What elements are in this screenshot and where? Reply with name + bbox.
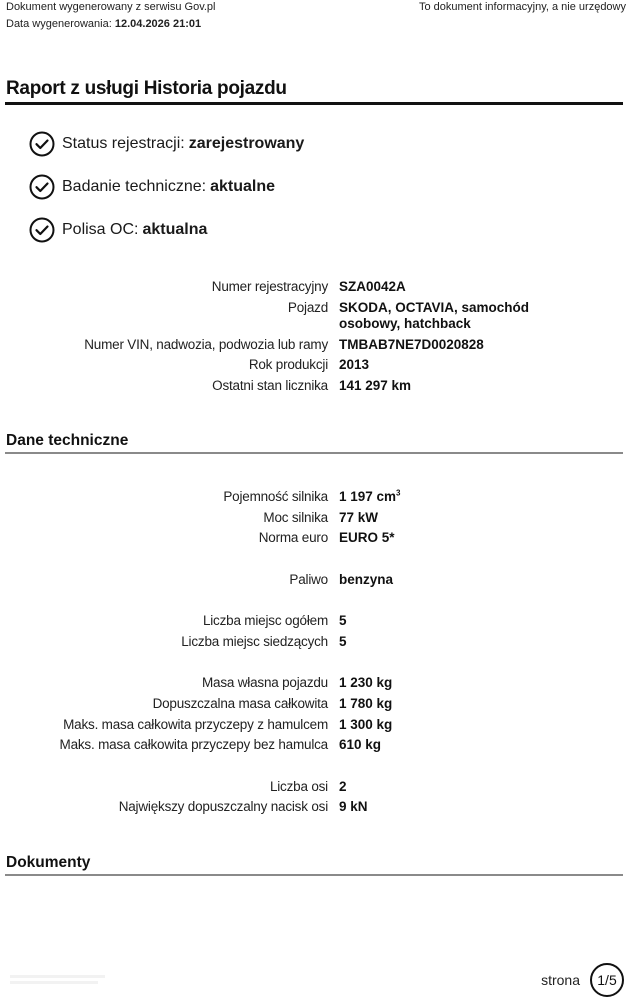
vehicle-identification	[0, 277, 632, 397]
axle-load-row	[0, 797, 632, 818]
axle-load-value: 9 kN	[339, 799, 368, 815]
fuel-value: benzyna	[339, 571, 394, 587]
engine-power-row	[0, 508, 632, 529]
axles-row	[0, 777, 632, 798]
status-registration-value: zarejestrowany	[188, 135, 305, 152]
seats-total-row	[0, 611, 632, 632]
spacer	[0, 653, 632, 674]
year-row	[0, 355, 632, 376]
vehicle-row	[0, 298, 632, 335]
page-number-badge: 1/5	[590, 963, 624, 997]
section-divider-technical	[5, 452, 623, 454]
engine-capacity-number: 1 197 cm	[339, 489, 397, 504]
gross-weight-row	[0, 694, 632, 715]
status-list	[29, 130, 304, 259]
status-insurance-value: aktualna	[142, 221, 208, 238]
status-inspection	[29, 173, 304, 201]
trailer-braked-label: Maks. masa całkowita przyczepy z hamulcem	[63, 716, 328, 732]
generation-date-value: 12.04.2026 21:01	[114, 18, 202, 30]
engine-capacity-value	[339, 487, 589, 508]
vin-label: Numer VIN, nadwozia, podwozia lub ramy	[84, 336, 328, 352]
curb-weight-value: 1 230 kg	[339, 675, 393, 691]
odometer-label: Ostatni stan licznika	[212, 378, 328, 394]
spacer	[0, 756, 632, 777]
registration-value: SZA0042A	[339, 279, 406, 294]
status-inspection-value: aktualne	[210, 178, 276, 195]
generation-date-label: Data wygenerowania:	[6, 18, 112, 30]
technical-data	[0, 487, 632, 818]
engine-power-label: Moc silnika	[263, 509, 328, 525]
curb-weight-label: Masa własna pojazdu	[201, 675, 328, 691]
year-label: Rok produkcji	[248, 357, 328, 373]
euro-norm-row	[0, 528, 632, 549]
source-note: Dokument wygenerowany z serwisu Gov.pl	[6, 1, 216, 13]
vehicle-value: SKODA, OCTAVIA, samochód osobowy, hatchback	[339, 299, 530, 331]
odometer-row	[0, 376, 632, 397]
check-circle-icon	[29, 174, 55, 200]
generation-date	[6, 18, 201, 30]
seats-total-value: 5	[339, 613, 347, 629]
odometer-value: 141 297 km	[339, 378, 412, 394]
trailer-braked-row	[0, 715, 632, 736]
watermark-graphic	[10, 973, 110, 989]
section-title-technical: Dane techniczne	[6, 432, 129, 449]
trailer-unbraked-row	[0, 735, 632, 756]
euro-norm-value: EURO 5*	[339, 530, 395, 546]
euro-norm-label: Norma euro	[258, 530, 328, 546]
registration-label: Numer rejestracyjny	[211, 279, 328, 294]
status-registration-label: Status rejestracji:	[62, 135, 185, 152]
spacer	[0, 549, 632, 570]
axles-label: Liczba osi	[269, 778, 328, 794]
vehicle-label: Pojazd	[287, 299, 328, 315]
status-insurance	[29, 216, 304, 244]
section-divider-documents	[5, 874, 623, 876]
year-value: 2013	[339, 357, 370, 373]
fuel-label: Paliwo	[289, 571, 328, 587]
page-label: strona	[541, 972, 580, 988]
trailer-unbraked-value: 610 kg	[339, 737, 382, 753]
gross-weight-label: Dopuszczalna masa całkowita	[152, 695, 328, 711]
engine-capacity-unit-superscript: 3	[396, 488, 401, 498]
registration-row	[0, 277, 632, 298]
vin-value: TMBAB7NE7D0020828	[339, 336, 484, 352]
trailer-braked-value: 1 300 kg	[339, 716, 393, 732]
section-title-documents: Dokumenty	[6, 854, 91, 871]
seats-total-label: Liczba miejsc ogółem	[202, 613, 328, 629]
status-registration	[29, 130, 304, 158]
vin-row	[0, 335, 632, 356]
status-inspection-label: Badanie techniczne:	[62, 178, 207, 195]
report-title: Raport z usługi Historia pojazdu	[6, 78, 287, 99]
spacer	[0, 591, 632, 612]
watermark	[10, 973, 110, 989]
axle-load-label: Największy dopuszczalny nacisk osi	[118, 799, 328, 815]
seats-sitting-value: 5	[339, 633, 347, 649]
engine-power-value: 77 kW	[339, 509, 379, 525]
seats-sitting-row	[0, 632, 632, 653]
gross-weight-value: 1 780 kg	[339, 695, 393, 711]
engine-capacity-row	[0, 487, 632, 508]
title-divider	[5, 102, 623, 105]
page-indicator	[541, 963, 624, 997]
trailer-unbraked-label: Maks. masa całkowita przyczepy bez hamulca	[59, 737, 328, 753]
engine-capacity-label: Pojemność silnika	[223, 489, 328, 504]
check-circle-icon	[29, 217, 55, 243]
seats-sitting-label: Liczba miejsc siedzących	[181, 633, 328, 649]
disclaimer-note: To dokument informacyjny, a nie urzędowy	[418, 1, 626, 13]
axles-value: 2	[339, 778, 347, 794]
curb-weight-row	[0, 673, 632, 694]
status-insurance-label: Polisa OC:	[62, 221, 139, 238]
check-circle-icon	[29, 131, 55, 157]
fuel-row	[0, 570, 632, 591]
